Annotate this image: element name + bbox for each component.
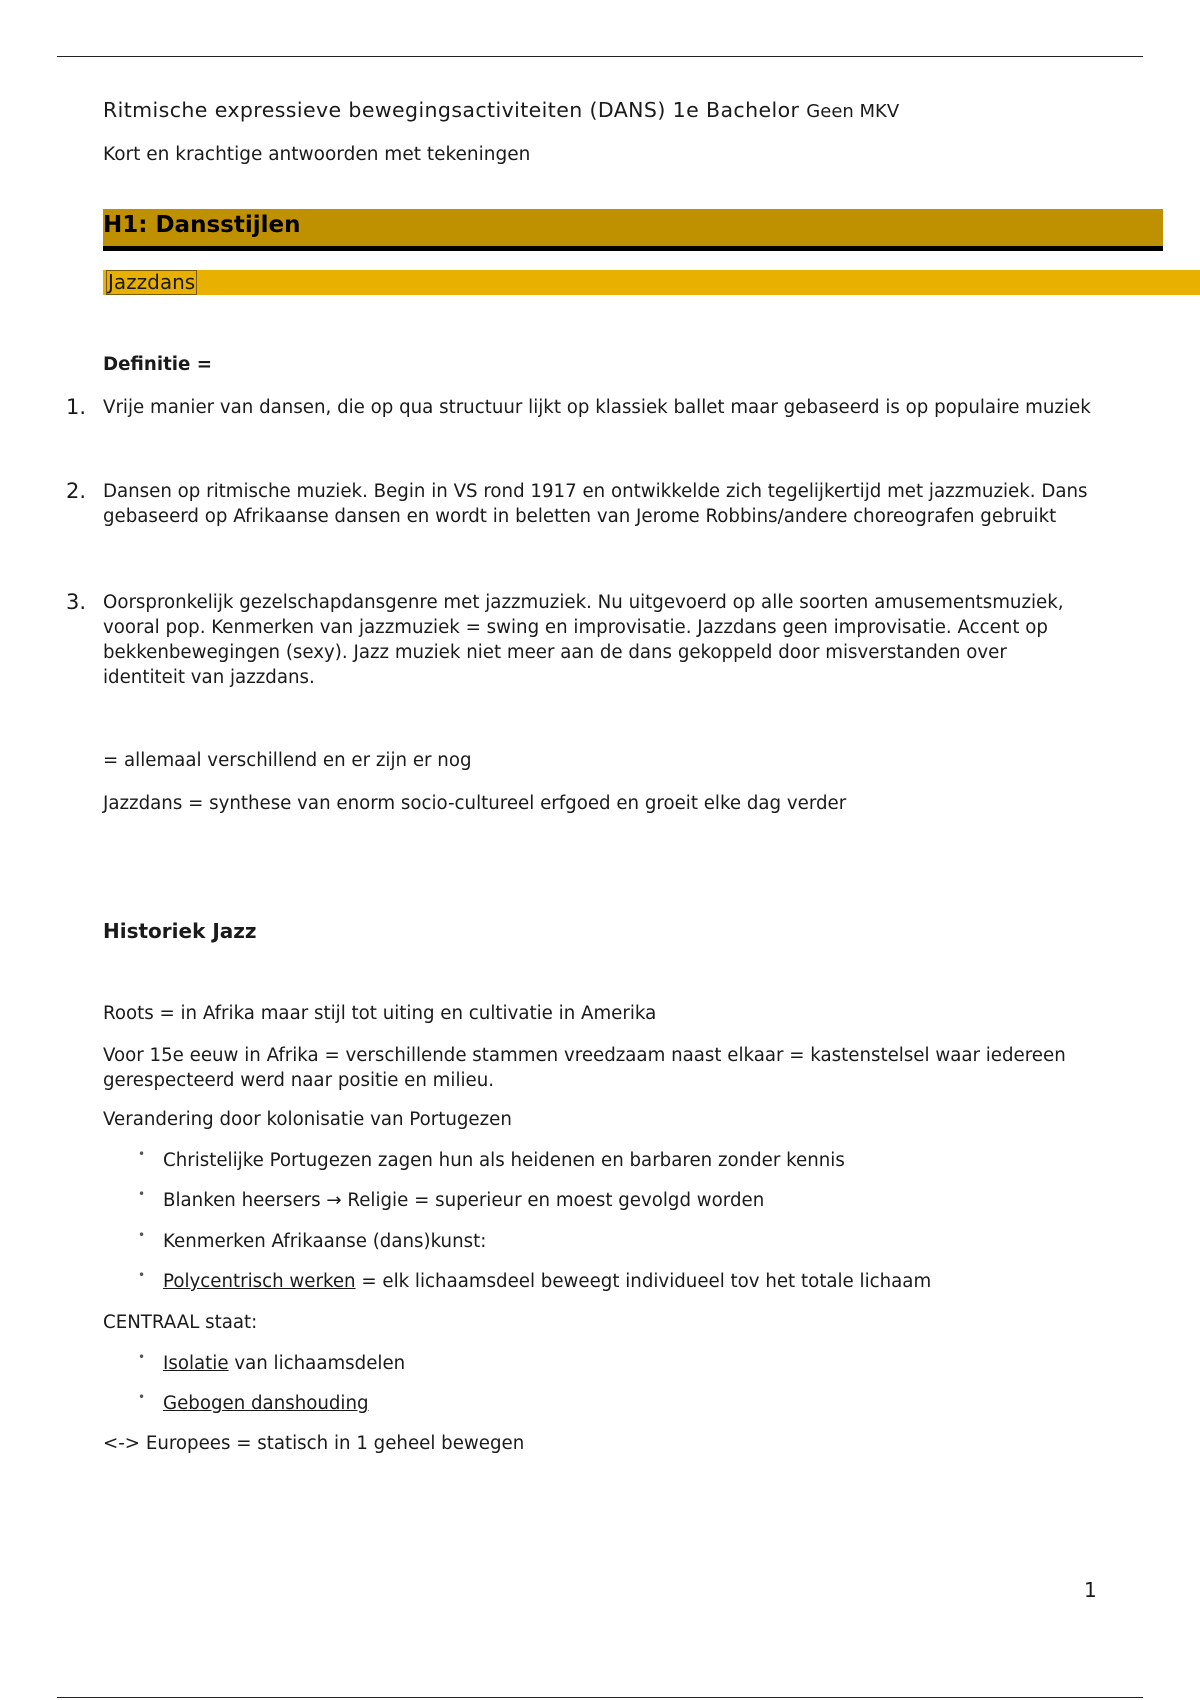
history-heading: Historiek Jazz	[103, 919, 257, 943]
history-paragraph-3: Verandering door kolonisatie van Portugezen	[103, 1109, 512, 1130]
definition-label: Definitie =	[103, 354, 212, 375]
definition-item-2: Dansen op ritmische muziek. Begin in VS rond 1917 en ontwikkelde zich tegelijkertijd met jazzmuziek. Dans gebaseerd op Afrikaanse dansen en wordt in beletten van Jerome Robbins/andere choreografen gebruikt	[103, 481, 1088, 527]
definition-item-3: Oorspronkelijk gezelschapdansgenre met jazzmuziek. Nu uitgevoerd op alle soorten amusementsmuziek, vooral pop. Kenmerken van jazzmuziek = swing en improvisatie. Jazzdans geen improvisatie. Accent op bekkenbewegingen (sexy). Jazz muziek niet meer aan de dans gekoppeld door misverstanden over identiteit van jazzdans.	[103, 592, 1064, 688]
bottom-rule	[57, 1697, 1143, 1698]
page-number: 1	[1084, 1578, 1097, 1602]
underlined-term: Polycentrisch werken	[163, 1271, 356, 1292]
title-suffix: Geen MKV	[806, 101, 900, 122]
history-bullet-4	[163, 1269, 1093, 1294]
underlined-term: Isolatie	[163, 1353, 229, 1374]
subheading-bar	[103, 270, 1200, 295]
history-bullet-1: Christelijke Portugezen zagen hun als heidenen en barbaren zonder kennis	[163, 1150, 845, 1171]
central-bullet-1	[163, 1351, 1093, 1376]
document-subtitle: Kort en krachtige antwoorden met tekeningen	[103, 144, 531, 165]
history-bullet-2: Blanken heersers → Religie = superieur en moest gevolgd worden	[163, 1190, 765, 1211]
history-bullet-3: Kenmerken Afrikaanse (dans)kunst:	[163, 1231, 487, 1252]
central-label: CENTRAAL staat:	[103, 1312, 258, 1333]
list-number-1: 1.	[66, 395, 87, 419]
contrast-line: <-> Europees = statisch in 1 geheel bewegen	[103, 1433, 525, 1454]
central-bullet-1-rest: van lichaamsdelen	[228, 1353, 406, 1374]
central-bullet-2	[163, 1391, 1093, 1416]
title-main: Ritmische expressieve bewegingsactiviteiten (DANS) 1e Bachelor	[103, 98, 800, 122]
definition-note-2: Jazzdans = synthese van enorm socio-cultureel erfgoed en groeit elke dag verder	[103, 793, 847, 814]
definition-item-1: Vrije manier van dansen, die op qua structuur lijkt op klassiek ballet maar gebaseerd is op populaire muziek	[103, 397, 1091, 418]
document-title	[103, 98, 899, 122]
bullet-icon: •	[138, 1268, 146, 1282]
list-number-2: 2.	[66, 479, 87, 503]
bullet-4-rest: = elk lichaamsdeel beweegt individueel tov het totale lichaam	[355, 1271, 932, 1292]
list-number-3: 3.	[66, 590, 87, 614]
underlined-term: Gebogen danshouding	[163, 1393, 369, 1414]
bullet-icon: •	[138, 1187, 146, 1201]
bullet-icon: •	[138, 1147, 146, 1161]
chapter-heading: H1: Dansstijlen	[103, 212, 301, 238]
subheading: Jazzdans	[108, 270, 196, 294]
definition-note-1: = allemaal verschillend en er zijn er nog	[103, 750, 472, 771]
history-paragraph-2: Voor 15e eeuw in Afrika = verschillende stammen vreedzaam naast elkaar = kastenstelsel waar iedereen gerespecteerd werd naar positie en milieu.	[103, 1045, 1066, 1091]
bullet-icon: •	[138, 1350, 146, 1364]
bullet-icon: •	[138, 1390, 146, 1404]
history-paragraph-1: Roots = in Afrika maar stijl tot uiting en cultivatie in Amerika	[103, 1003, 657, 1024]
bullet-icon: •	[138, 1228, 146, 1242]
top-rule	[57, 56, 1143, 57]
